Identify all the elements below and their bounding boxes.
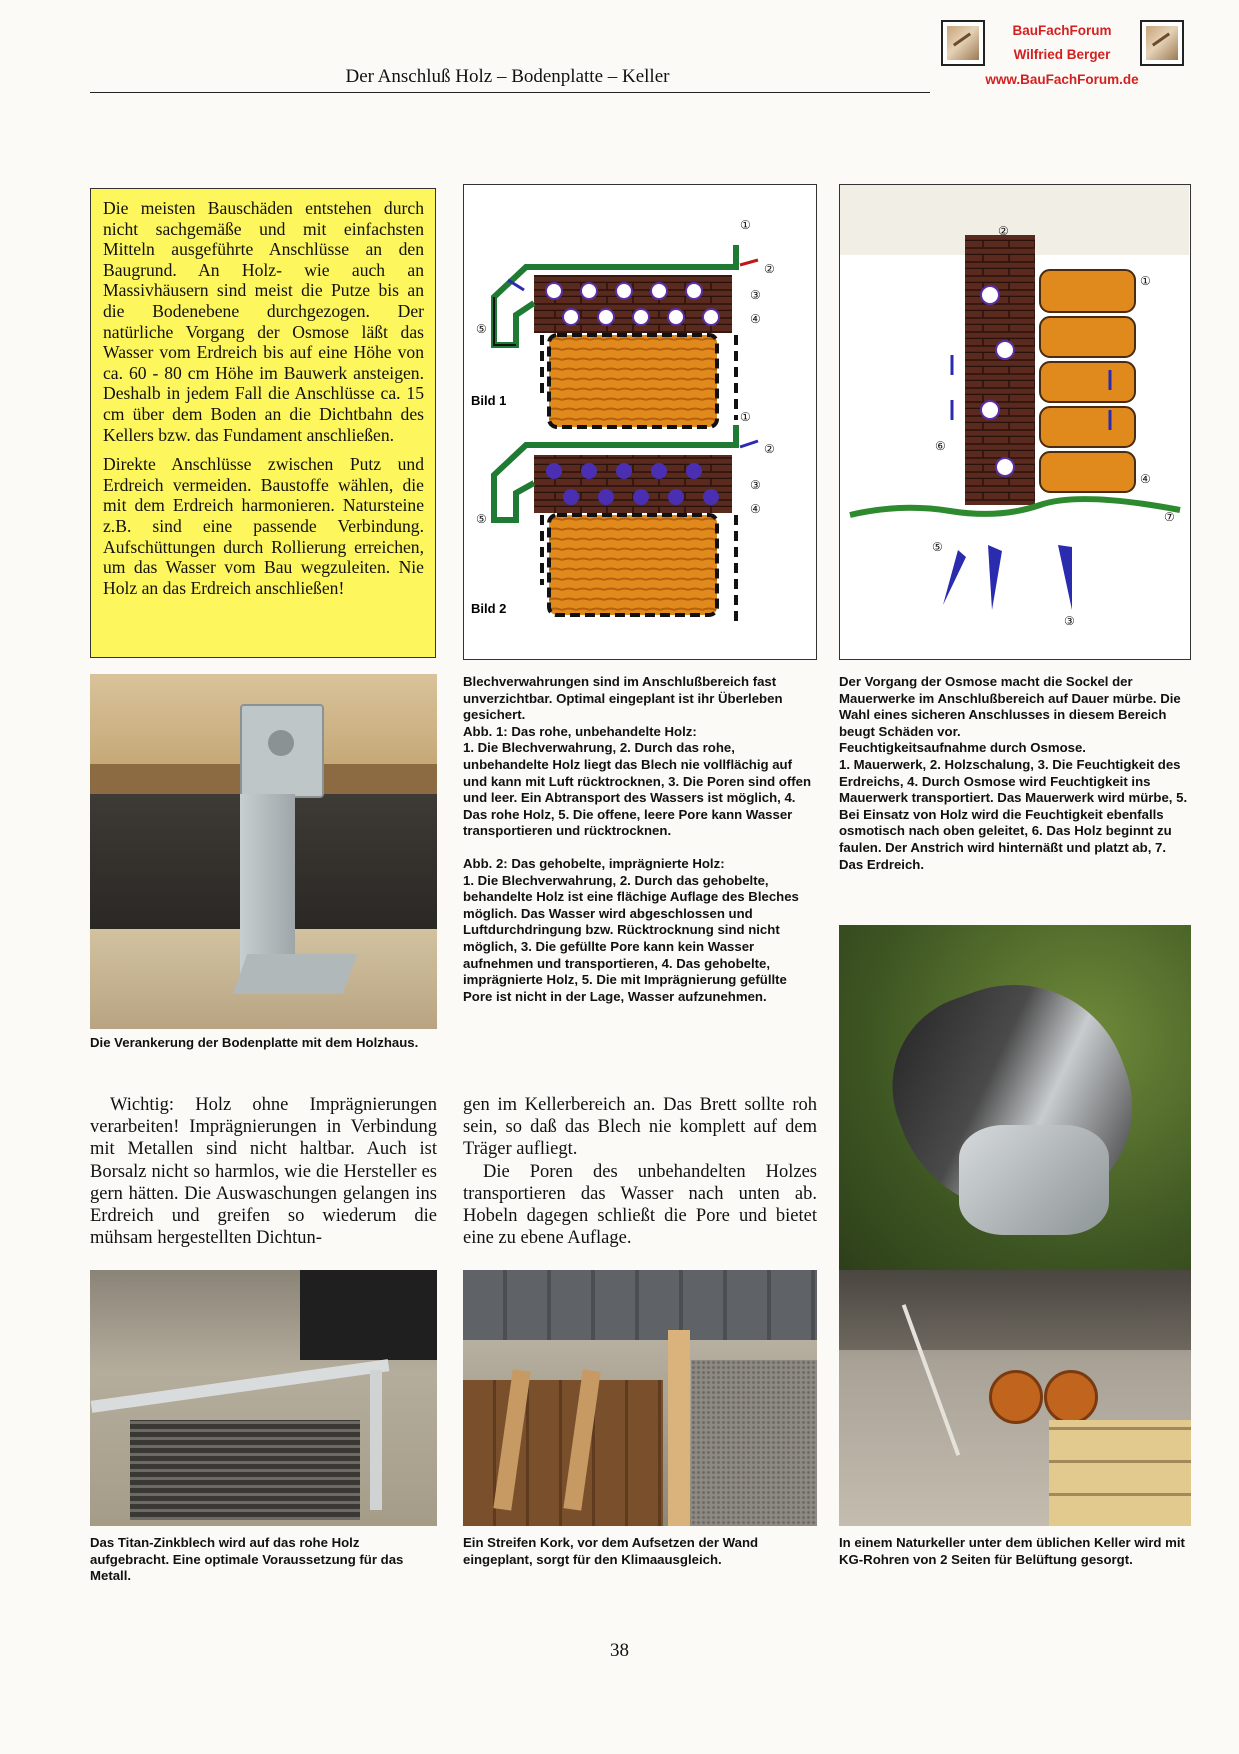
caption-abb2-text: 1. Die Blechverwahrung, 2. Durch das gehobelte, behandelte Holz ist eine flächige Auflage des Bleches möglich. Das Wasser wird abgeschlossen und Luftdurchdringung bzw. Rücktrocknung sind nicht möglich, 3. Die gefüllte Pore kann kein Wasser aufnehmen und transportieren, 4. Das gehobelte, imprägnierte Holz, 5. Die mit Imprägnierung gefüllte Pore ist nicht in der Lage, Wasser aufzunehmen. — [463, 872, 799, 1004]
logo-right-icon — [1140, 20, 1184, 66]
osmosis-diagram-svg — [840, 185, 1189, 658]
photo-anchor — [90, 674, 437, 1029]
osmose-marker-7: ⑦ — [1164, 510, 1175, 524]
intro-box — [90, 188, 436, 658]
logo-brand: BauFachForum — [1012, 23, 1112, 38]
osmose-marker-6: ⑥ — [935, 439, 946, 453]
body-column-1 — [90, 1094, 437, 1249]
marker-5: ⑤ — [476, 322, 487, 336]
photo-cork — [463, 1270, 817, 1526]
caption-titan-zinc: Das Titan-Zinkblech wird auf das rohe Holz aufgebracht. Eine optimale Voraussetzung für das Metall. — [90, 1535, 404, 1584]
marker-2b: ② — [764, 442, 775, 456]
pore-diagram — [463, 184, 817, 660]
logo-left-icon — [941, 20, 985, 66]
osmose-marker-2: ② — [998, 224, 1009, 238]
caption-abb1-title: Abb. 1: Das rohe, unbehandelte Holz: — [463, 723, 697, 739]
caption-abb2-title: Abb. 2: Das gehobelte, imprägnierte Holz: — [463, 855, 725, 871]
marker-1: ① — [740, 218, 751, 232]
caption-osmosis — [839, 674, 1191, 873]
osmose-marker-4: ④ — [1140, 472, 1151, 486]
intro-paragraph-1: Die meisten Bauschäden entstehen durch nicht sachgemäße und mit einfachsten Mitteln ausgeführte Anschlüsse an den Baugrund. An Holz- wie auch an Massivhäusern sind meist die Putze bis an die Bodenebene durchgezogen. Der natürliche Vorgang der Osmose läßt das Wasser vom Erdreich bis auf eine Höhe von ca. 60 - 80 cm Höhe im Bauwerk ansteigen. Deshalb in jedem Fall die Anschlüsse ca. 15 cm über dem Boden an die Dichtbahn des Kellers bzw. das Fundament anschließen. — [103, 198, 424, 445]
page-header-title: Der Anschluß Holz – Bodenplatte – Keller — [345, 66, 670, 87]
marker-5b: ⑤ — [476, 512, 487, 526]
caption-osmose-text: 1. Mauerwerk, 2. Holzschalung, 3. Die Feuchtigkeit des Erdreichs, 4. Durch Osmose wird Feuchtigkeit ins Mauerwerk transportiert. Das Mauerwerk wird mürbe, 5. Bei Einsatz von Holz wird die Feuchtigkeit ebenfalls osmotisch nach oben geleitet, 6. Das Holz beginnt zu faulen. Der Anstrich wird hinternäßt und platzt ab, 7. Das Erdreich. — [839, 756, 1188, 872]
header-rule — [90, 92, 930, 93]
pore-diagram-svg — [464, 185, 815, 658]
marker-1b: ① — [740, 410, 751, 424]
photo-titan-zinc — [90, 1270, 437, 1526]
osmose-marker-5: ⑤ — [932, 540, 943, 554]
logo-url[interactable]: www.BauFachForum.de — [985, 72, 1139, 87]
osmose-marker-3: ③ — [1064, 614, 1075, 628]
body-col2-paragraph-2: Die Poren des unbehandelten Holzes transportieren das Wasser nach unten ab. Hobeln dagegen schließt die Pore und bietet eine zu ebene Auflage. — [463, 1161, 817, 1249]
body-col1-paragraph: Wichtig: Holz ohne Imprägnierungen verarbeiten! Imprägnierungen in Verbindung mit Metallen sind nicht haltbar. Auch ist Borsalz nicht so harmlos, wie die Hersteller es gern hätten. Die Auswaschungen gelangen ins Erdreich und greifen so wiederum die mühsam hergestellten Dichtun- — [90, 1095, 437, 1249]
logo-author: Wilfried Berger — [1013, 47, 1111, 62]
caption-pore-diagram — [463, 674, 817, 1005]
osmose-marker-1: ① — [1140, 274, 1151, 288]
caption-cork: Ein Streifen Kork, vor dem Aufsetzen der Wand eingeplant, sorgt für den Klimaausgleich. — [463, 1535, 759, 1567]
photo-natural-cellar — [839, 1270, 1191, 1526]
marker-4b: ④ — [750, 502, 761, 516]
caption-natural-cellar: In einem Naturkeller unter dem üblichen Keller wird mit KG-Rohren von 2 Seiten für Belüftung gesorgt. — [839, 1535, 1185, 1567]
marker-2: ② — [764, 262, 775, 276]
caption-abb1-text: 1. Die Blechverwahrung, 2. Durch das rohe, unbehandelte Holz liegt das Blech nie vollflächig auf und kann mit Luft rücktrocknen, 3. Die Poren sind offen und leer. Ein Abtransport des Wassers ist möglich, 4. Das rohe Holz, 5. Die offene, leere Pore kann Wasser transportieren und rücktrocknen. — [463, 740, 812, 839]
caption-anchor: Die Verankerung der Bodenplatte mit dem Holzhaus. — [90, 1035, 419, 1050]
marker-4: ④ — [750, 312, 761, 326]
marker-3b: ③ — [750, 478, 761, 492]
caption-osmose-intro: Der Vorgang der Osmose macht die Sockel der Mauerwerke im Anschlußbereich auf Dauer mürbe. Die Wahl eines sicheren Anschlusses in diesem Bereich beugt Schäden vor. — [839, 674, 1181, 739]
bild2-label: Bild 2 — [471, 601, 507, 616]
photo-aluminium — [839, 925, 1191, 1305]
caption-blech-intro: Blechverwahrungen sind im Anschlußbereich fast unverzichtbar. Optimal eingeplant ist ihr Überleben gesichert. — [463, 674, 783, 723]
body-col2-paragraph-1: gen im Kellerbereich an. Das Brett sollte roh sein, so daß das Blech nie komplett auf dem Träger aufliegt. — [463, 1095, 817, 1160]
page-number: 38 — [610, 1640, 629, 1661]
caption-osmose-title: Feuchtigkeitsaufnahme durch Osmose. — [839, 740, 1086, 756]
osmosis-diagram — [839, 184, 1191, 660]
bild1-label: Bild 1 — [471, 393, 507, 408]
intro-paragraph-2: Direkte Anschlüsse zwischen Putz und Erdreich vermeiden. Baustoffe wählen, die mit dem Erdreich harmonieren. Natursteine z.B. sind eine passende Verbindung. Aufschüttungen durch Rollierung erreichen, um das Wasser vom Bau wegzuleiten. Nie Holz an das Erdreich anschließen! — [103, 454, 424, 598]
body-column-2 — [463, 1094, 817, 1249]
marker-3: ③ — [750, 288, 761, 302]
